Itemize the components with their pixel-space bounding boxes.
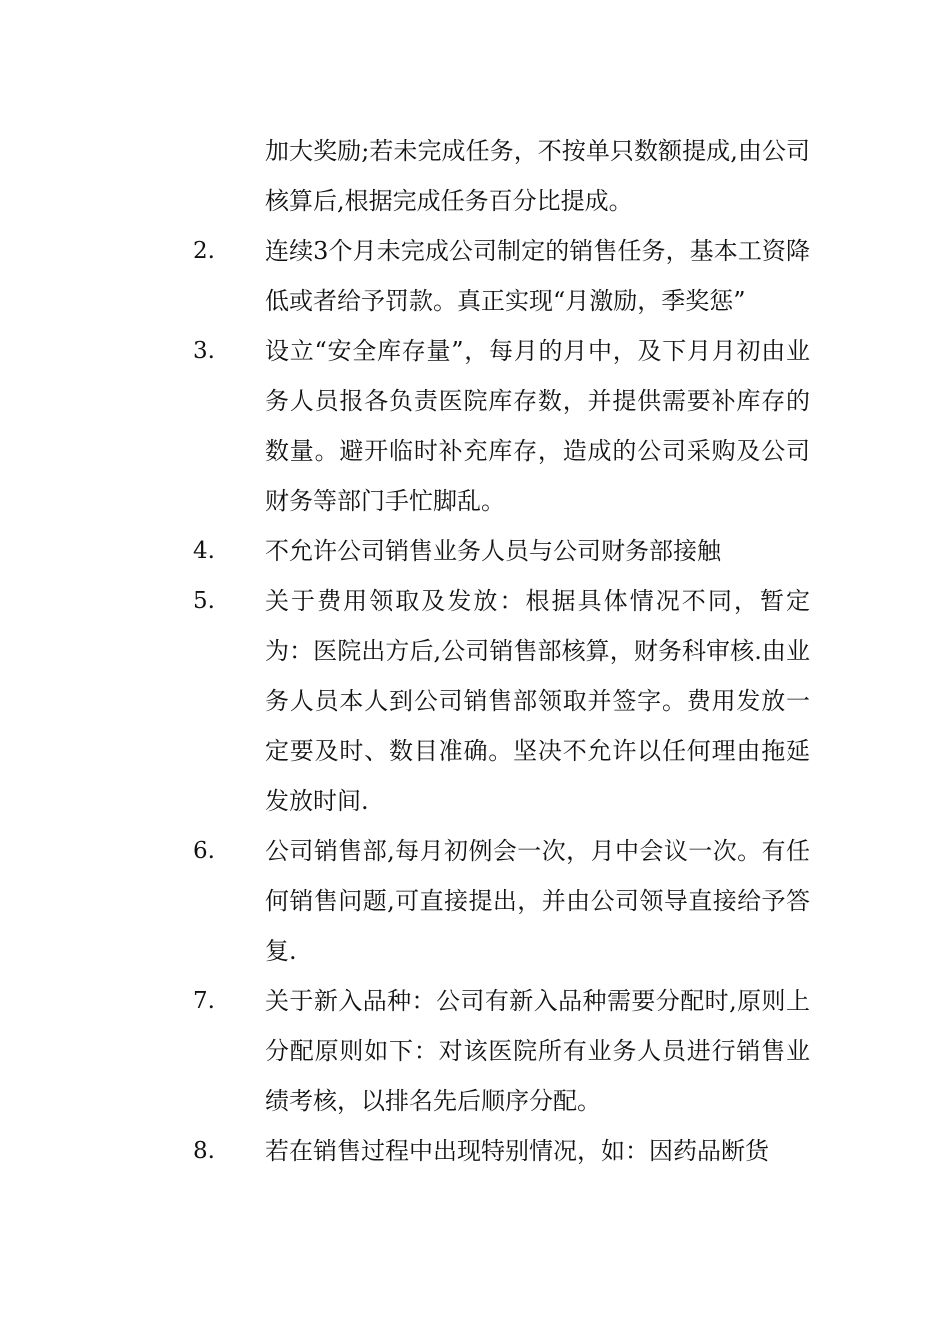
- list-item-number: 7.: [193, 988, 215, 1014]
- list-item: [0, 226, 810, 326]
- list-item-number: 5.: [193, 588, 215, 614]
- list-item: [0, 976, 810, 1126]
- continuation-paragraph: [0, 126, 810, 226]
- document-body: [0, 126, 950, 1176]
- list-item-text: 不允许公司销售业务人员与公司财务部接触: [265, 537, 721, 565]
- list-item: [0, 576, 810, 826]
- list-item: [0, 1126, 810, 1176]
- list-item-text: 若在销售过程中出现特别情况，如：因药品断货: [265, 1137, 769, 1165]
- list-item-number: 2.: [193, 238, 215, 264]
- list-item: [0, 326, 810, 526]
- continuation-text: 加大奖励;若未完成任务，不按单只数额提成,由公司核算后,根据完成任务百分比提成。: [265, 137, 810, 215]
- list-item-text: 公司销售部,每月初例会一次，月中会议一次。有任何销售问题,可直接提出，并由公司领导直接给予答复.: [265, 837, 810, 965]
- list-item-number: 8.: [193, 1138, 215, 1164]
- list-item-text: 设立“安全库存量”，每月的月中，及下月月初由业务人员报各负责医院库存数，并提供需要补库存的数量。避开临时补充库存，造成的公司采购及公司财务等部门手忙脚乱。: [265, 337, 810, 515]
- list-item-number: 6.: [193, 838, 215, 864]
- list-item-text: 关于新入品种：公司有新入品种需要分配时,原则上分配原则如下：对该医院所有业务人员进行销售业绩考核，以排名先后顺序分配。: [265, 987, 810, 1115]
- list-item: [0, 526, 810, 576]
- list-item-text: 连续3个月未完成公司制定的销售任务，基本工资降低或者给予罚款。真正实现“月激励，季奖惩”: [265, 237, 810, 315]
- list-item-number: 3.: [193, 338, 215, 364]
- list-item: [0, 826, 810, 976]
- list-item-text: 关于费用领取及发放：根据具体情况不同，暂定为：医院出方后,公司销售部核算，财务科审核.由业务人员本人到公司销售部领取并签字。费用发放一定要及时、数目准确。坚决不允许以任何理由拖延发放时间.: [265, 587, 810, 815]
- list-item-number: 4.: [193, 538, 215, 564]
